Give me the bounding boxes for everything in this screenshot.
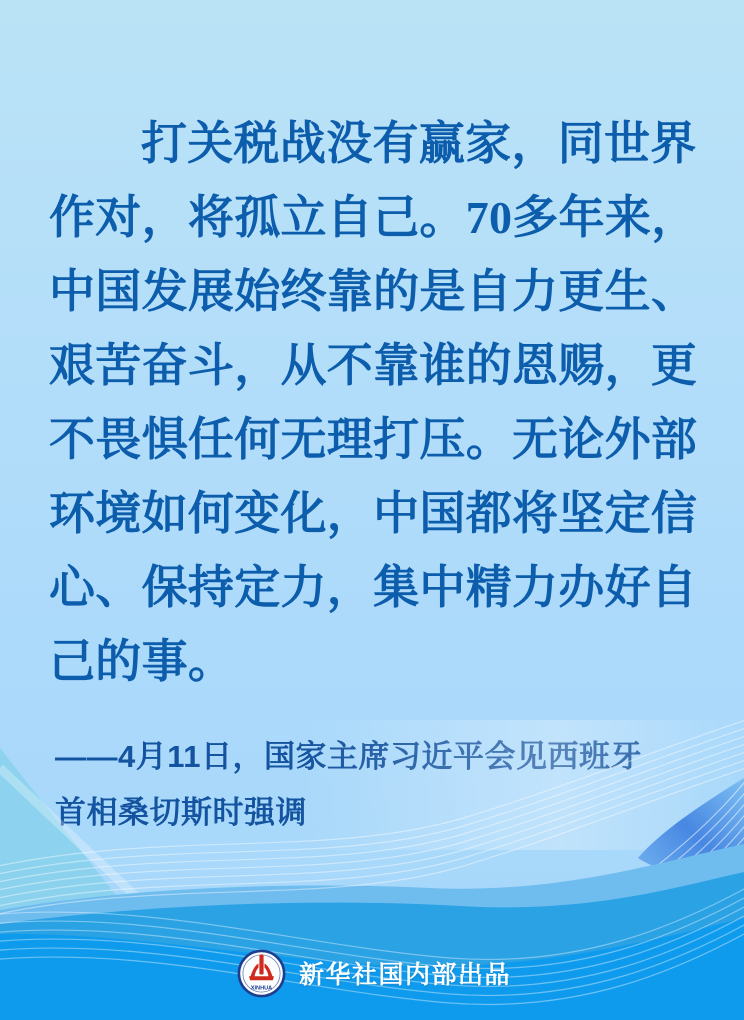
xinhua-emblem-icon (237, 949, 286, 998)
publisher-name: 新华社国内部出品 (299, 961, 512, 989)
quote-line: 环境如何变化，中国都将坚定信 (49, 488, 698, 539)
quote-line: 己的事。 (49, 636, 235, 687)
quote-line: 艰苦奋斗，从不靠谁的恩赐，更 (49, 340, 698, 391)
soft-highlight (0, 720, 744, 850)
quote-line: 打关税战没有赢家，同世界 (141, 118, 697, 169)
quote-line: 不畏惧任何无理打压。无论外部 (49, 414, 698, 465)
quote-text-block (49, 107, 699, 699)
emblem-latin-label: XINHUA (250, 985, 273, 991)
publisher-footer (237, 948, 511, 998)
quote-line: 中国发展始终靠的是自力更生、 (49, 266, 698, 317)
quote-line: 作对，将孤立自己。70多年来， (49, 192, 698, 243)
quote-line: 心、保持定力，集中精力办好自 (49, 562, 698, 613)
